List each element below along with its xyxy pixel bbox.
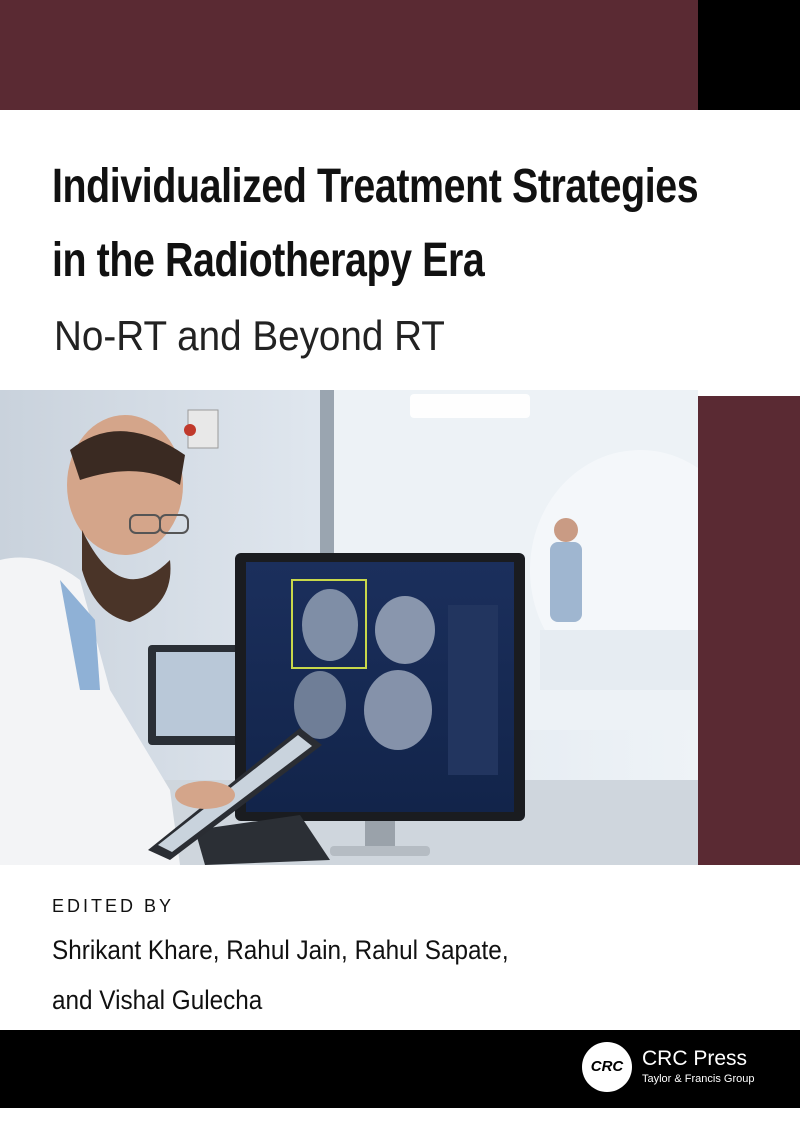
radiology-scene-illustration — [0, 390, 698, 865]
book-title — [52, 150, 699, 298]
editors-line-1: Shrikant Khare, Rahul Jain, Rahul Sapate, — [52, 935, 509, 965]
editors-line-2: and Vishal Gulecha — [52, 985, 263, 1015]
title-line-1: Individualized Treatment Strategies — [52, 160, 699, 213]
publisher-name: CRC Press — [642, 1047, 748, 1070]
top-black-band — [698, 0, 800, 110]
edited-by-label: EDITED BY — [52, 896, 175, 916]
cover-photo — [0, 390, 698, 865]
book-subtitle: No-RT and Beyond RT — [54, 312, 445, 359]
editors-list — [52, 925, 509, 1025]
top-maroon-band — [0, 0, 698, 110]
publisher-group: Taylor & Francis Group — [642, 1073, 755, 1085]
side-maroon-band — [698, 396, 800, 865]
title-line-2: in the Radiotherapy Era — [52, 234, 485, 287]
crc-logo-text: CRC — [590, 1058, 624, 1075]
